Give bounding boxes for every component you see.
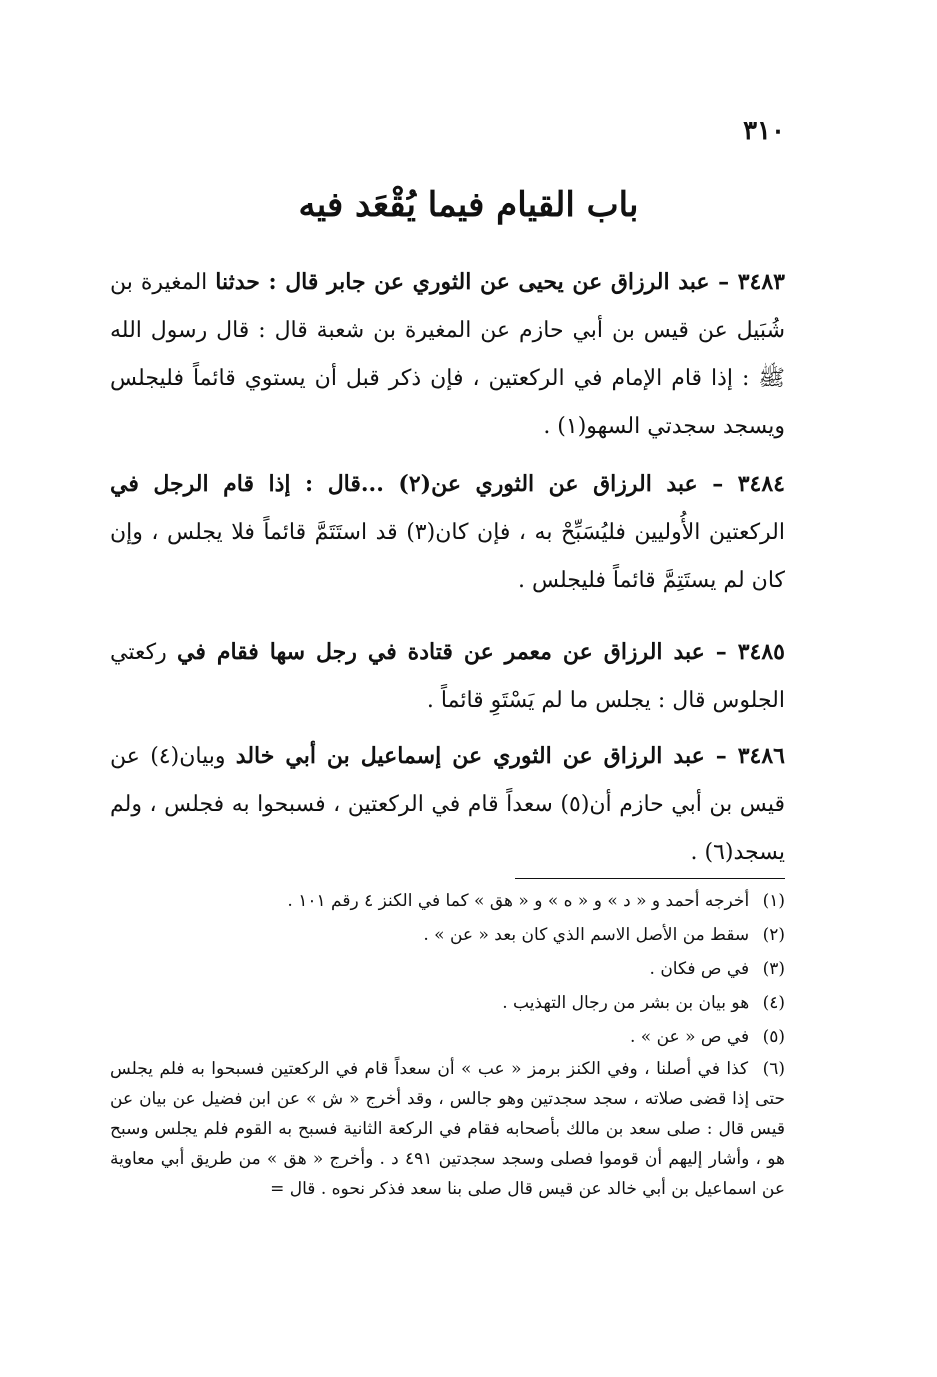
- footnote-number: (٦): [762, 1059, 785, 1079]
- page-number: ٣١٠: [743, 116, 785, 146]
- hadith-body: الركعتين الأُوليين فليُسَبِّحْ به ، فإن كان(٣) قد استَتَمَّ قائماً فلا يجلس ، وإن كان لم يستَتِمَّ قائماً فليجلس .: [110, 520, 785, 593]
- footnote-text: في ص فكان .: [649, 959, 750, 979]
- footnote-divider: [515, 878, 785, 879]
- chapter-title: باب القيام فيما يُقْعَد فيه: [298, 185, 639, 225]
- footnote-6: [110, 1054, 785, 1204]
- hadith-body: المغيرة بن شُبَيل عن قيس بن أبي حازم عن المغيرة بن شعبة قال : قال رسول الله ﷺ : إذا قام الإمام في الركعتين ، فإن ذكر قبل أن يستوي قائماً فليجلس ويسجد سجدتي السهو(١) .: [110, 270, 785, 439]
- footnote-5: [110, 1020, 785, 1054]
- footnote-text: أخرجه أحمد و « د » و « ه » و « هق » كما في الكنز ٤ رقم ١٠١ .: [287, 891, 750, 911]
- footnotes: [110, 884, 785, 1204]
- footnote-4: [110, 986, 785, 1020]
- hadith-3483: [110, 258, 785, 451]
- footnote-text: في ص « عن » .: [630, 1027, 750, 1047]
- footnote-number: (٢): [762, 925, 785, 945]
- footnote-3: [110, 952, 785, 986]
- hadith-lead: ٣٤٨٦ – عبد الرزاق عن الثوري عن إسماعيل بن أبي خالد: [235, 743, 785, 769]
- hadith-lead: ٣٤٨٤ – عبد الرزاق عن الثوري عن(٢) ...قال : إذا قام الرجل في: [110, 471, 785, 497]
- hadith-lead: ٣٤٨٥ – عبد الرزاق عن معمر عن قتادة في رجل سها فقام في: [177, 639, 785, 665]
- footnote-2: [110, 918, 785, 952]
- footnote-text: سقط من الأصل الاسم الذي كان بعد « عن » .: [423, 925, 750, 945]
- hadith-3485: [110, 628, 785, 725]
- footnote-number: (٥): [762, 1027, 785, 1047]
- footnote-number: (٤): [762, 993, 785, 1013]
- hadith-body: وبيان(٤) عن قيس بن أبي حازم أن(٥) سعداً قام في الركعتين ، فسبحوا به فجلس ، ولم يسجد(٦) .: [110, 744, 785, 865]
- hadith-lead: ٣٤٨٣ – عبد الرزاق عن يحيى عن الثوري عن جابر قال : حدثنا: [215, 269, 785, 295]
- hadith-3484: [110, 460, 785, 605]
- footnote-number: (١): [762, 891, 785, 911]
- footnote-text: كذا في أصلنا ، وفي الكنز برمز « عب » أن سعداً قام في الركعتين فسبحوا به فلم يجلس حتى إذا قضى صلاته ، سجد سجدتين وهو جالس ، وقد أخرج « ش » عن ابن فضيل عن بيان عن قيس قال : صلى سعد بن مالك بأصحابه فقام في الركعة الثانية فسبح به القوم فلم يجلس وسبح هو ، وأشار إليهم أن قوموا فصلى وسجد سجدتين ٤٩١ د . وأخرج « هق » من طريق أبي معاوية عن اسماعيل بن أبي خالد عن قيس قال صلى بنا سعد فذكر نحوه . قال =: [110, 1059, 785, 1199]
- hadith-body: ركعتي الجلوس قال : يجلس ما لم يَسْتَوِ قائماً .: [110, 640, 785, 713]
- footnote-text: هو بيان بن بشر من رجال التهذيب .: [502, 993, 750, 1013]
- hadith-3486: [110, 732, 785, 877]
- footnote-number: (٣): [762, 959, 785, 979]
- footnote-1: [110, 884, 785, 918]
